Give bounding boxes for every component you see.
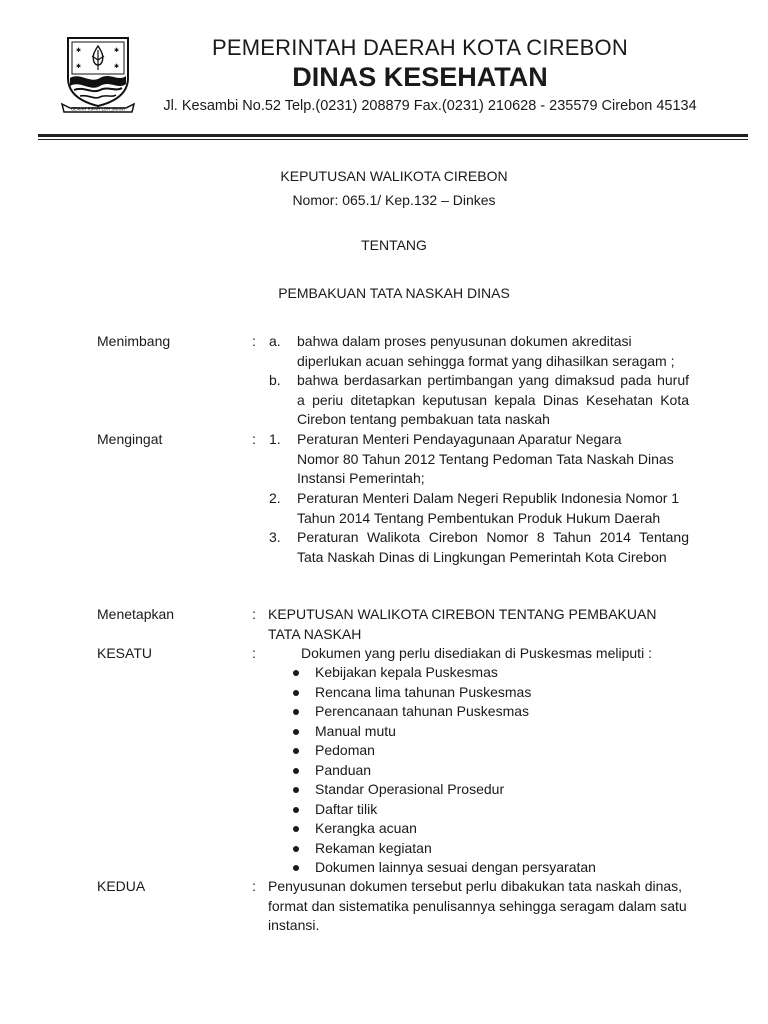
menimbang-marker-a: a.: [269, 333, 281, 349]
menimbang-a-line-1: bahwa dalam proses penyusunan dokumen akreditasi: [297, 333, 632, 349]
mengingat-3-line-2: Tata Naskah Dinas di Lingkungan Pemerintah Kota Cirebon: [297, 548, 667, 565]
list-item: Perencanaan tahunan Puskesmas: [291, 702, 596, 722]
svg-text:✱: ✱: [114, 47, 120, 54]
list-item: Panduan: [291, 761, 596, 781]
bullet-icon: [293, 807, 299, 813]
bullet-icon: [293, 846, 299, 852]
bullet-icon: [293, 748, 299, 754]
mengingat-2-line-1: Peraturan Menteri Dalam Negeri Republik Indonesia Nomor 1: [297, 490, 680, 506]
bullet-icon: [293, 826, 299, 832]
mengingat-2-line-2: Tahun 2014 Tentang Pembentukan Produk Hukum Daerah: [297, 509, 661, 526]
kesatu-intro: Dokumen yang perlu disediakan di Puskesmas meliputi :: [301, 645, 652, 661]
svg-text:GEMAH RIPAH LOH JINAWI: GEMAH RIPAH LOH JINAWI: [70, 106, 126, 112]
list-item: Rencana lima tahunan Puskesmas: [291, 683, 596, 703]
menetapkan-line-2: TATA NASKAH: [268, 625, 362, 642]
list-item: Kerangka acuan: [291, 819, 596, 839]
mengingat-label: Mengingat: [97, 431, 163, 447]
kedua-line-2: format dan sistematika penulisannya sehingga seragam dalam satu: [268, 897, 687, 914]
city-emblem-logo: [60, 34, 136, 114]
mengingat-marker-2: 2.: [269, 490, 281, 506]
mengingat-marker-3: 3.: [269, 529, 281, 545]
about-label: TENTANG: [361, 237, 427, 253]
menimbang-a-line-2: diperlukan acuan sehingga format yang dihasilkan seragam ;: [297, 352, 675, 369]
svg-text:✱: ✱: [114, 63, 120, 70]
list-item: Rekaman kegiatan: [291, 839, 596, 859]
agency-name: DINAS KESEHATAN: [292, 62, 548, 92]
list-item: Manual mutu: [291, 722, 596, 742]
svg-text:✱: ✱: [76, 63, 82, 70]
mengingat-1-line-3: Instansi Pemerintah;: [297, 470, 425, 486]
list-item: Standar Operasional Prosedur: [291, 780, 596, 800]
bullet-icon: [293, 670, 299, 676]
bullet-icon: [293, 768, 299, 774]
menimbang-b-line-1: bahwa berdasarkan pertimbangan yang dimaksud pada huruf: [297, 372, 689, 388]
kedua-line-1: Penyusunan dokumen tersebut perlu dibakukan tata naskah dinas,: [268, 878, 683, 894]
list-item: Pedoman: [291, 741, 596, 761]
menimbang-colon: :: [252, 333, 256, 349]
menetapkan-line-1: KEPUTUSAN WALIKOTA CIREBON TENTANG PEMBAKUAN: [268, 606, 657, 622]
kesatu-colon: :: [252, 645, 256, 661]
bullet-icon: [293, 729, 299, 735]
bullet-icon: [293, 787, 299, 793]
kedua-line-3: instansi.: [268, 917, 320, 933]
bullet-icon: [293, 709, 299, 715]
menetapkan-colon: :: [252, 606, 256, 622]
mengingat-1-line-2: Nomor 80 Tahun 2012 Tentang Pedoman Tata Naskah Dinas: [297, 450, 674, 467]
decree-subject: PEMBAKUAN TATA NASKAH DINAS: [278, 285, 510, 301]
mengingat-item-2: [297, 489, 689, 528]
menetapkan-text: [268, 605, 698, 644]
menimbang-item-a: [297, 332, 689, 371]
mengingat-item-3: [297, 528, 689, 567]
mengingat-3-line-1: Peraturan Walikota Cirebon Nomor 8 Tahun 2014 Tentang: [297, 529, 689, 545]
menetapkan-label: Menetapkan: [97, 606, 175, 622]
menimbang-b-line-3: Cirebon tentang pembakuan tata naskah: [297, 411, 550, 427]
list-item: Kebijakan kepala Puskesmas: [291, 663, 596, 683]
menimbang-item-b: [297, 371, 689, 430]
mengingat-colon: :: [252, 431, 256, 447]
menimbang-label: Menimbang: [97, 333, 171, 349]
kedua-colon: :: [252, 878, 256, 894]
menimbang-b-line-2: a periu ditetapkan keputusan kepala Dinas Kesehatan Kota: [297, 391, 689, 408]
kedua-text: [268, 877, 698, 936]
list-item: Dokumen lainnya sesuai dengan persyaratan: [291, 858, 596, 878]
kedua-label: KEDUA: [97, 878, 146, 894]
menimbang-marker-b: b.: [269, 372, 281, 388]
mengingat-1-line-1: Peraturan Menteri Pendayagunaan Aparatur Negara: [297, 431, 622, 447]
list-item: Daftar tilik: [291, 800, 596, 820]
mengingat-item-1: [297, 430, 689, 489]
decree-title: KEPUTUSAN WALIKOTA CIREBON: [280, 168, 508, 184]
bullet-icon: [293, 690, 299, 696]
city-emblem-icon: [60, 34, 136, 114]
bullet-icon: [293, 865, 299, 871]
mengingat-marker-1: 1.: [269, 431, 281, 447]
letterhead-divider-thin: [38, 139, 748, 140]
svg-text:✱: ✱: [76, 47, 82, 54]
decree-number: Nomor: 065.1/ Kep.132 – Dinkes: [292, 192, 496, 208]
letterhead-divider-thick: [38, 134, 748, 137]
agency-address: Jl. Kesambi No.52 Telp.(0231) 208879 Fax.(0231) 210628 - 235579 Cirebon 45134: [163, 98, 697, 114]
document-list: [291, 663, 596, 878]
kesatu-label: KESATU: [97, 645, 152, 661]
government-name: PEMERINTAH DAERAH KOTA CIREBON: [212, 35, 628, 60]
